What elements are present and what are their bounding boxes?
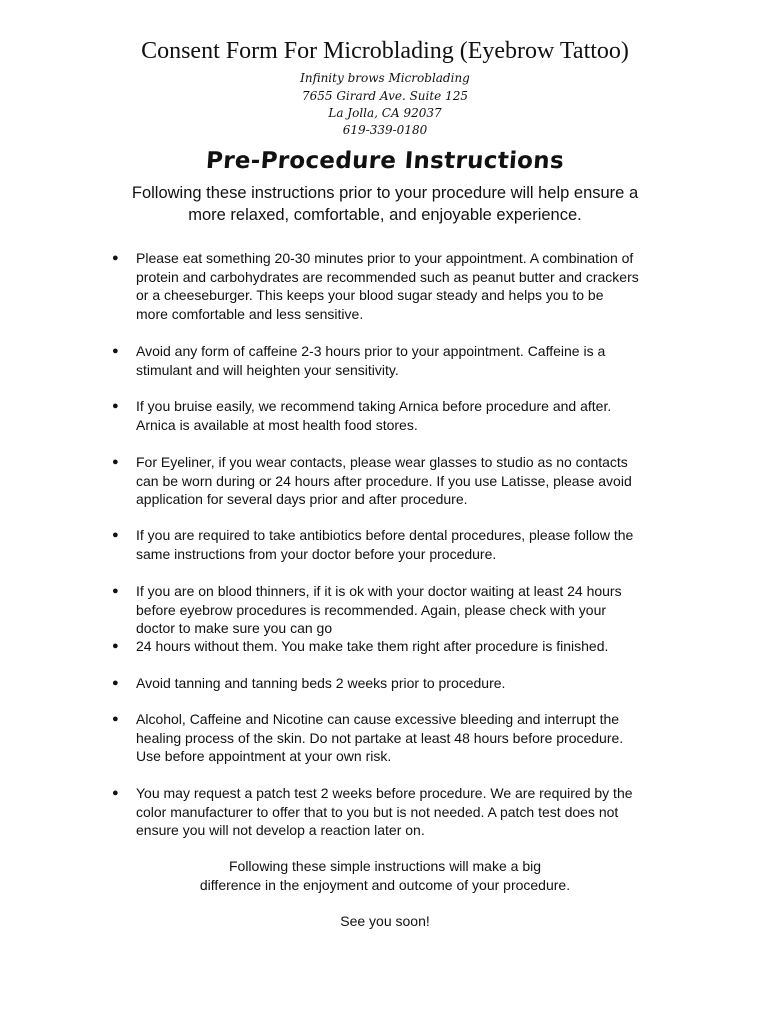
list-item-line: 24 hours without them. You make take them right after procedure is finished. — [136, 638, 609, 654]
list-item-line: ensure you will not develop a reaction later on. — [136, 822, 425, 838]
list-item-line: If you are on blood thinners, if it is ok with your doctor waiting at least 24 hours — [136, 583, 622, 599]
list-item-line: Use before appointment at your own risk. — [136, 748, 392, 764]
list-item-line: Alcohol, Caffeine and Nicotine can cause excessive bleeding and interrupt the — [136, 711, 620, 727]
list-item-line: same instructions from your doctor before your procedure. — [136, 545, 497, 562]
list-item-line: application for several days prior and after procedure. — [136, 491, 468, 507]
bullet-icon: ● — [112, 640, 119, 652]
list-item-line: before eyebrow procedures is recommended. Again, please check with your — [136, 601, 607, 618]
intro-line-2: more relaxed, comfortable, and enjoyable experience. — [188, 206, 582, 224]
bullet-icon: ● — [112, 529, 119, 541]
list-item-text — [136, 397, 692, 434]
bullet-icon: ● — [112, 400, 119, 412]
list-item-line: healing process of the skin. Do not partake at least 48 hours before procedure. — [136, 729, 624, 746]
closing-signoff: See you soon! — [340, 913, 430, 929]
business-name: Infinity brows Microblading — [300, 71, 470, 85]
bullet-icon: ● — [112, 345, 119, 357]
list-item-text — [136, 784, 692, 840]
bullet-icon: ● — [112, 677, 119, 689]
bullet-icon: ● — [112, 787, 119, 799]
list-item-line: Please eat something 20-30 minutes prior to your appointment. A combination of — [136, 250, 634, 266]
list-item-line: can be worn during or 24 hours after procedure. If you use Latisse, please avoid — [136, 472, 632, 489]
bullet-icon: ● — [112, 252, 119, 264]
list-item-line: Avoid tanning and tanning beds 2 weeks prior to procedure. — [136, 675, 506, 691]
section-heading: Pre-Procedure Instructions — [205, 148, 565, 174]
intro-line-1: Following these instructions prior to your procedure will help ensure a — [131, 184, 639, 202]
list-item-line: protein and carbohydrates are recommended such as peanut butter and crackers — [136, 268, 639, 285]
business-street: 7655 Girard Ave. Suite 125 — [301, 89, 469, 103]
business-city: La Jolla, CA 92037 — [328, 106, 442, 120]
list-item-line: stimulant and will heighten your sensitivity. — [136, 361, 399, 378]
closing-line-1: Following these simple instructions will make a big — [228, 858, 542, 874]
list-item-line: or a cheeseburger. This keeps your blood sugar steady and helps you to be — [136, 287, 604, 303]
list-item-text — [136, 637, 692, 656]
list-item-line: color manufacturer to offer that to you but is not needed. A patch test does not — [136, 803, 619, 820]
list-item-text — [136, 582, 692, 638]
list-item-line: For Eyeliner, if you wear contacts, please wear glasses to studio as no contacts — [136, 454, 628, 470]
list-item-text — [136, 453, 692, 509]
list-item-line: Avoid any form of caffeine 2-3 hours prior to your appointment. Caffeine is a — [136, 343, 606, 359]
bullet-icon: ● — [112, 585, 119, 597]
list-item-line: more comfortable and less sensitive. — [136, 305, 364, 322]
form-title: Consent Form For Microblading (Eyebrow Tattoo) — [141, 38, 629, 64]
list-item-line: doctor to make sure you can go — [136, 620, 333, 636]
bullet-icon: ● — [112, 713, 119, 725]
list-item-text — [136, 674, 692, 693]
bullet-icon: ● — [112, 456, 119, 468]
list-item-line: Arnica is available at most health food stores. — [136, 416, 418, 433]
list-item-text — [136, 249, 692, 323]
list-item-line: If you are required to take antibiotics before dental procedures, please follow the — [136, 527, 634, 543]
closing-line-2: difference in the enjoyment and outcome of your procedure. — [199, 877, 571, 893]
business-phone: 619-339-0180 — [342, 123, 428, 137]
list-item-line: If you bruise easily, we recommend taking Arnica before procedure and after. — [136, 398, 612, 414]
list-item-text — [136, 710, 692, 766]
list-item-text — [136, 342, 692, 379]
list-item-line: You may request a patch test 2 weeks before procedure. We are required by the — [136, 785, 633, 801]
list-item-text — [136, 526, 692, 563]
